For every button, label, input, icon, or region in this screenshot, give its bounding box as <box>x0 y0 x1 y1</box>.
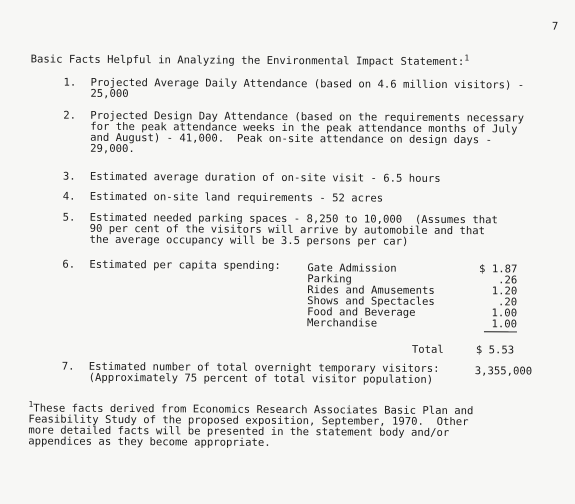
item-4-number: 4. <box>62 190 76 203</box>
spending-value: 1.00 <box>491 307 518 320</box>
spending-value: 1.00 <box>491 318 518 331</box>
spending-label: Food and Beverage <box>307 306 416 319</box>
item-5-line-1: Estimated needed parking spaces - 8,250 to 10,000 (Assumes that <box>89 211 498 227</box>
spending-row-merchandise <box>307 318 517 330</box>
heading <box>31 54 470 68</box>
footnote-mark: 1 <box>28 399 34 409</box>
item-3-number: 3. <box>62 170 76 183</box>
item-2-line-3: and August) - 41,000. Peak on-site attendance on design days - <box>90 131 492 147</box>
item-6-line-1: Estimated per capita spending: <box>89 258 281 272</box>
footnote-line-3: more detailed facts will be presented in the statement body and/or <box>28 424 450 439</box>
item-1-line-2: 25,000 <box>90 87 129 101</box>
footnote-text: These facts derived from Economics Research Associates Basic Plan and <box>33 402 474 418</box>
spending-label: Rides and Amusements <box>307 284 435 297</box>
item-5-line-3: the average occupancy will be 3.5 persons per car) <box>89 233 409 248</box>
spending-label: Parking <box>307 273 352 286</box>
spending-value: .26 <box>498 274 518 287</box>
spending-label: Merchandise <box>306 317 378 330</box>
item-7-line-1: Estimated number of total overnight temporary visitors: <box>88 360 440 375</box>
spending-value: $ 1.87 <box>479 263 518 276</box>
spending-value: 1.20 <box>491 285 518 298</box>
heading-footnote-mark: 1 <box>464 53 470 63</box>
total-underline <box>484 331 517 332</box>
item-4-line-1: Estimated on-site land requirements - 52 acres <box>89 190 384 205</box>
footnote-line-2: Feasibility Study of the proposed exposition, September, 1970. Other <box>28 413 469 429</box>
item-7-line-2: (Approximately 75 percent of total visitor population) <box>88 371 434 386</box>
item-3-line-1: Estimated average duration of on-site visit - 6.5 hours <box>89 170 441 185</box>
page-number: 7 <box>551 20 559 33</box>
item-1-number: 1. <box>63 76 77 89</box>
total-value: $ 5.53 <box>475 344 515 357</box>
item-5-line-2: 90 per cent of the visitors will arrive by automobile and that <box>89 222 486 238</box>
heading-text: Basic Facts Helpful in Analyzing the Environmental Impact Statement: <box>30 53 465 69</box>
item-2-line-4: 29,000. <box>90 142 135 156</box>
item-2-number: 2. <box>63 109 77 122</box>
item-6-number: 6. <box>62 258 76 271</box>
item-2-line-1: Projected Design Day Attendance (based on the requirements necessary <box>90 109 525 125</box>
item-2-line-2: for the peak attendance weeks in the peak attendance months of July <box>90 120 518 136</box>
item-7-value: 3,355,000 <box>474 365 533 378</box>
spending-label: Shows and Spectacles <box>307 295 435 308</box>
item-7-number: 7. <box>61 360 75 373</box>
item-1-line-1: Projected Average Daily Attendance (based on 4.6 million visitors) - <box>90 76 525 92</box>
spending-label: Gate Admission <box>307 262 397 275</box>
total-label: Total <box>411 343 444 356</box>
item-5-number: 5. <box>62 211 76 224</box>
spending-value: .20 <box>497 296 518 309</box>
footnote-line-4: appendices as they become appropriate. <box>28 435 271 449</box>
